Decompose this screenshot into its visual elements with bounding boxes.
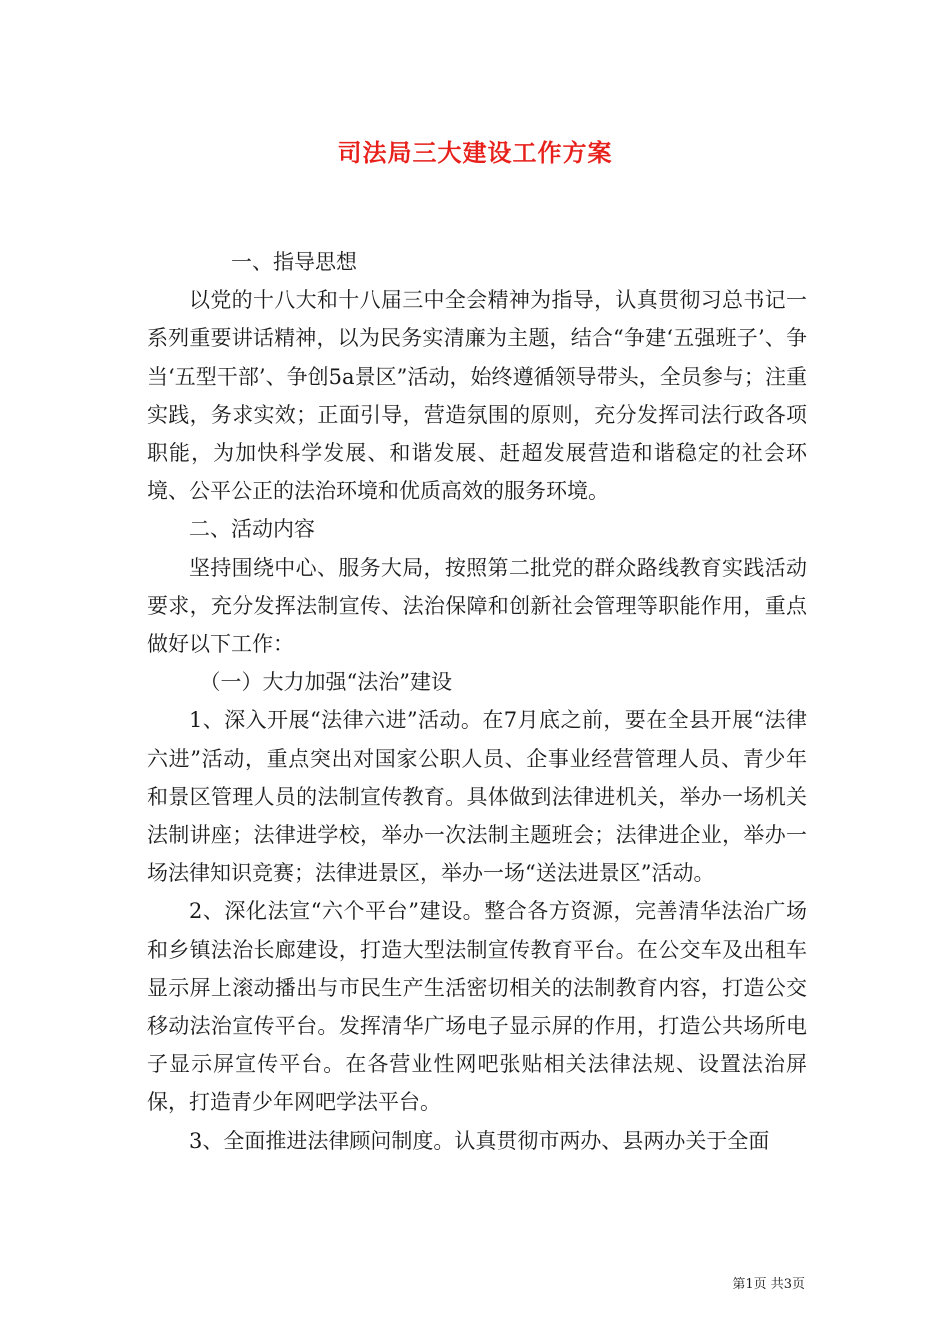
item-1-paragraph: 1、深入开展“法律六进”活动。在7月底之前，要在全县开展“法律六进”活动，重点突出对国家公职人员、企事业经营管理人员、青少年和景区管理人员的法制宣传教育。具体做到法律进机关，举办一场机关法制讲座；法律进学校，举办一次法制主题班会；法律进企业，举办一场法律知识竞赛；法律进景区，举办一场“送法进景区”活动。 bbox=[147, 708, 807, 886]
document-body bbox=[147, 243, 807, 1160]
section-2-paragraph: 坚持围绕中心、服务大局，按照第二批党的群众路线教育实践活动要求，充分发挥法制宣传、法治保障和创新社会管理等职能作用，重点做好以下工作： bbox=[147, 555, 807, 657]
item-3-paragraph: 3、全面推进法律顾问制度。认真贯彻市两办、县两办关于全面 bbox=[189, 1128, 770, 1153]
subsection-1-heading: （一）大力加强“法治”建设 bbox=[199, 670, 452, 695]
item-2-paragraph: 2、深化法宣“六个平台”建设。整合各方资源，完善清华法治广场和乡镇法治长廊建设，打造大型法制宣传教育平台。在公交车及出租车显示屏上滚动播出与市民生产生活密切相关的法制教育内容，打造公交移动法治宣传平台。发挥清华广场电子显示屏的作用，打造公共场所电子显示屏宣传平台。在各营业性网吧张贴相关法律法规、设置法治屏保，打造青少年网吧学法平台。 bbox=[147, 899, 807, 1115]
section-2-heading: 二、活动内容 bbox=[189, 517, 315, 542]
page-number: 第1页 共3页 bbox=[732, 1277, 805, 1292]
section-1-heading: 一、指导思想 bbox=[231, 250, 357, 274]
section-1-paragraph: 以党的十八大和十八届三中全会精神为指导，认真贯彻习总书记一系列重要讲话精神，以为民务实清廉为主题，结合“争建‘五强班子’、争当‘五型干部’、争创5a景区”活动，始终遵循领导带头，全员参与；注重实践，务求实效；正面引导，营造氛围的原则，充分发挥司法行政各项职能，为加快科学发展、和谐发展、赶超发展营造和谐稳定的社会环境、公平公正的法治环境和优质高效的服务环境。 bbox=[147, 288, 807, 504]
document-title: 司法局三大建设工作方案 bbox=[337, 138, 613, 167]
